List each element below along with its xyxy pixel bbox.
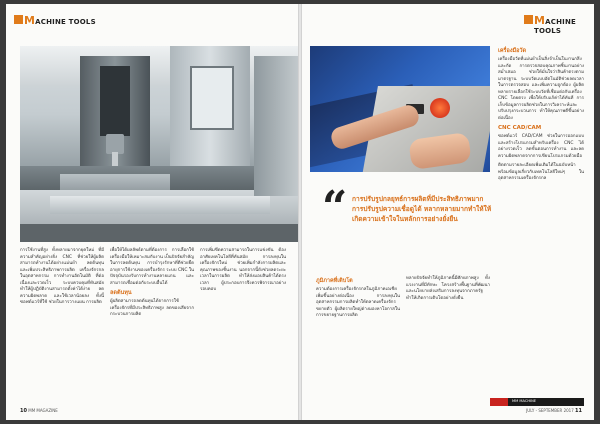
subheading: เครื่องมือวัด xyxy=(498,48,527,54)
operator-hand-photo xyxy=(310,46,490,172)
body-text: ความต้องการเครื่องจักรกลในภูมิภาคเอเชียเพิ่มขึ้นอย่างต่อเนื่อง การลงทุนในอุตสาหกรรมการผลิตทำให้ตลาดเครื่องจักรขยายตัว ผู้ผลิตรายใหญ่ต่างมองหาโอกาสในการขยายฐานการผลิต xyxy=(316,287,400,318)
pull-quote xyxy=(322,182,492,262)
body-text: การใช้งานที่สูง ทั้งหลายมาจากยุคใหม่ ที่มีความสำคัญอย่างยิ่ง CNC ที่ช่วยให้ผู้ผลิตสามารถทำงานได้อย่างแม่นยำ ลดต้นทุน และเพิ่มประสิทธิภาพการผลิต เครื่องจักรกลในอุตสาหกรรม การทำงานอัตโนมัติ ที่ต่อเนื่องและรวดเร็ว ระบบควบคุมที่ทันสมัย ทำให้ผู้ปฏิบัติงานสามารถตั้งค่าได้ง่าย ลดความผิดพลาด และใช้เวลาน้อยลง ทั้งนี้ซอฟต์แวร์ที่ใช้ ช่วยในการวางแผน การผลิต xyxy=(20,248,104,305)
body-column-1 xyxy=(316,276,400,323)
body-text: เครื่องมือวัดที่แม่นยำเป็นสิ่งจำเป็นในงานกลึงและกัด การตรวจสอบคุณภาพชิ้นงานอย่างสม่ำเสมอ ช่วยให้มั่นใจว่าสินค้าตรงตามมาตรฐาน ระบบวัดแบบอัตโนมัติช่วยลดเวลาในการตรวจสอบ และเพิ่มความถูกต้อง ผู้ผลิตหลายรายเลือกใช้ระบบวัดที่เชื่อมต่อกับเครื่อง CNC โดยตรง เพื่อให้ปรับแก้ค่าได้ทันที การเก็บข้อมูลการผลิตช่วยในการวิเคราะห์และปรับปรุงกระบวนการ ทำให้คุณภาพดีขึ้นอย่างต่อเนื่อง xyxy=(498,57,584,121)
page-number: 11 xyxy=(575,408,582,414)
pull-quote-text: การปรับรูปกลยุทธ์การผลิตที่มีประสิทธิภาพมากการปรับรูปความเชื่อดูได้ หลากหลายมากทำให้ให้เกิดความเข้าใจในหลักการอย่างยั่งยืน xyxy=(352,195,492,223)
body-column-2 xyxy=(406,276,490,305)
right-page xyxy=(302,4,594,420)
subheading: ภูมิภาคที่เติบโต xyxy=(316,278,353,284)
section-label xyxy=(24,14,96,27)
quote-mark-icon: “ xyxy=(322,182,348,233)
section-marker-icon xyxy=(524,15,533,24)
section-label-text: ACHINE TOOLS xyxy=(534,18,577,35)
section-label xyxy=(534,14,594,35)
section-marker-icon xyxy=(14,15,23,24)
subheading: ลดต้นทุน xyxy=(110,290,132,296)
ad-text: MM MACHINE xyxy=(512,399,537,403)
right-column xyxy=(498,46,584,186)
body-text: เพื่อให้ได้ผลลัพธ์ตามที่ต้องการ การเลือกใช้เครื่องมือให้เหมาะสมกับงาน เป็นปัจจัยสำคัญในการลดต้นทุน การบำรุงรักษาที่ดีช่วยยืดอายุการใช้งานของเครื่องจักร ระบบ CNC ในปัจจุบันรองรับการทำงานหลายแกน และสามารถเชื่อมต่อกับระบบอื่นได้ xyxy=(110,248,194,286)
left-page xyxy=(6,4,298,420)
ad-logo xyxy=(490,398,508,406)
folio-text: JULY - SEPTEMBER 2017 xyxy=(526,408,574,413)
section-label-text: ACHINE TOOLS xyxy=(35,18,96,26)
body-text: หลายปัจจัยทำให้ภูมิภาคนี้มีศักยภาพสูง ทั้งแรงงานที่มีทักษะ โครงสร้างพื้นฐานที่พัฒนา และนโยบายส่งเสริมการลงทุนจากภาครัฐ ทำให้เกิดการเติบโตอย่างยั่งยืน xyxy=(406,276,490,301)
body-text: ติดตามรายละเอียดเพิ่มเติมได้ในฉบับหน้า พร้อมข้อมูลเกี่ยวกับเทคโนโลยีใหม่ๆ ในอุตสาหกรรมเครื่องจักรกล xyxy=(498,163,584,181)
body-text: ซอฟต์แวร์ CAD/CAM ช่วยในการออกแบบและสร้างโปรแกรมสำหรับเครื่อง CNC ได้อย่างรวดเร็ว ลดขั้นตอนการทำงาน และลดความผิดพลาดจากการเขียนโปรแกรมด้วยมือ xyxy=(498,134,584,159)
page-number: 10 xyxy=(20,408,27,414)
folio-text: MM MAGAZINE xyxy=(28,408,58,413)
subheading: CNC CAD/CAM xyxy=(498,125,542,131)
body-text: ผู้ผลิตสามารถลดต้นทุนได้จากการใช้ เครื่องจักรที่มีประสิทธิภาพสูง ลดของเสียจากกระบวนการผลิต xyxy=(110,299,194,317)
page-folio xyxy=(20,408,58,414)
machine-photo xyxy=(20,46,298,242)
body-column-1 xyxy=(20,248,104,310)
body-text: การเพิ่มขีดความสามารถในการแข่งขัน ต้องอาศัยเทคโนโลยีที่ทันสมัย การลงทุนในเครื่องจักรใหม่ ช่วยเพิ่มกำลังการผลิตและคุณภาพของชิ้นงาน นอกจากนี้ยังช่วยลดระยะเวลาในการผลิต ทำให้ส่งมอบสินค้าได้ตรงเวลา ผู้ประกอบการจึงควรพิจารณาอย่างรอบคอบ xyxy=(200,248,286,292)
ad-strip xyxy=(490,398,584,406)
section-initial: M xyxy=(24,14,36,27)
page-folio xyxy=(526,408,582,414)
body-column-3 xyxy=(200,248,286,297)
section-initial: M xyxy=(534,14,546,27)
body-column-2 xyxy=(110,248,194,322)
